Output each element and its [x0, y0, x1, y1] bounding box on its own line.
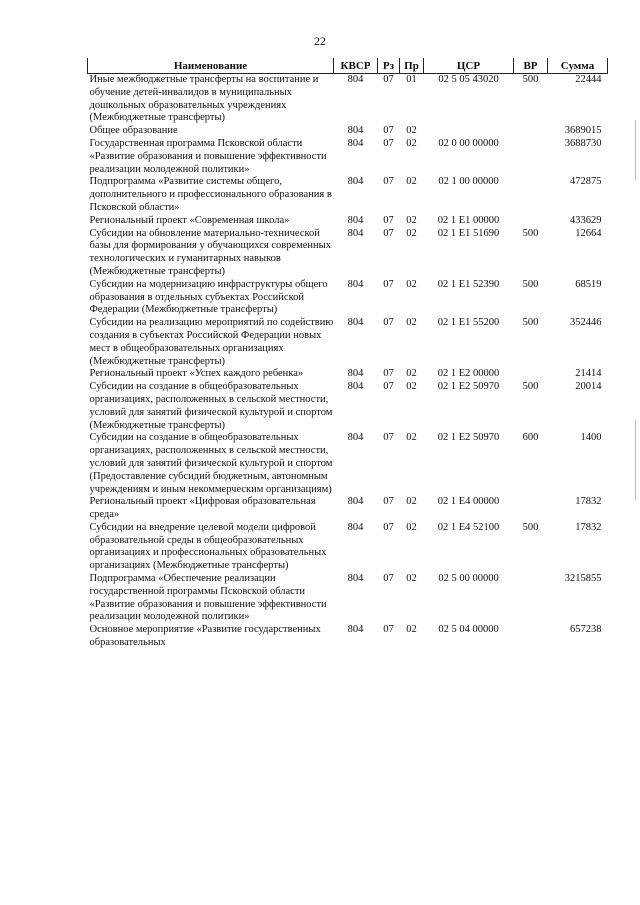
cell-pr: 02	[406, 624, 417, 636]
cell-sum: 433629	[570, 214, 602, 226]
cell-vr	[514, 368, 548, 381]
cell-vr	[514, 215, 548, 228]
cell-csr: 02 1 Е1 51690	[437, 227, 500, 239]
cell-pr: 02	[406, 368, 417, 380]
cell-sum: 21414	[575, 368, 602, 380]
cell-name: Общее образование	[89, 125, 178, 137]
header-pr: Пр	[400, 58, 424, 74]
scan-edge-mark	[635, 120, 636, 180]
budget-table	[87, 58, 608, 650]
cell-name: Подпрограмма «Обеспечение реализации государственной программы Псковской области «Развитие образования и повышение эффективности реализации молодежной политики»	[89, 573, 327, 623]
cell-kvsr: 804	[347, 74, 364, 85]
cell-csr: 02 1 Е2 00000	[437, 368, 500, 380]
cell-rz: 07	[383, 227, 394, 239]
cell-kvsr: 804	[347, 317, 364, 329]
cell-rz: 07	[383, 125, 394, 137]
table-row	[88, 496, 608, 522]
cell-pr: 02	[406, 214, 417, 226]
cell-name: Региональный проект «Цифровая образовательная среда»	[89, 496, 316, 521]
cell-rz: 07	[383, 432, 394, 444]
cell-vr: 500	[522, 74, 539, 85]
cell-pr: 02	[406, 381, 417, 393]
table-row	[88, 215, 608, 228]
cell-kvsr: 804	[347, 496, 364, 508]
cell-vr	[514, 125, 548, 138]
header-csr: ЦСР	[424, 58, 514, 74]
cell-csr: 02 0 00 00000	[438, 137, 499, 149]
cell-kvsr: 804	[347, 573, 364, 585]
header-kvsr: КВСР	[334, 58, 378, 74]
header-vr: ВР	[514, 58, 548, 74]
cell-vr: 600	[522, 432, 539, 444]
cell-sum: 352446	[570, 317, 602, 329]
cell-csr: 02 5 00 00000	[438, 573, 499, 585]
table-row	[88, 279, 608, 317]
cell-kvsr: 804	[347, 176, 364, 188]
page-number: 22	[314, 34, 326, 48]
table-row	[88, 125, 608, 138]
cell-name: Субсидии на обновление материально-технической базы для формирования у обучающихся современных технологических и гуманитарных навыков (Межбюджетные трансферты)	[89, 227, 331, 277]
cell-rz: 07	[383, 521, 394, 533]
cell-sum: 17832	[575, 496, 602, 508]
scan-edge-mark	[635, 420, 636, 500]
cell-pr: 02	[406, 432, 417, 444]
cell-rz: 07	[383, 278, 394, 290]
table-row	[88, 624, 608, 650]
cell-csr: 02 1 Е4 00000	[437, 496, 500, 508]
cell-name: Субсидии на модернизацию инфраструктуры общего образования в отдельных субъектах Российской Федерации (Межбюджетные трансферты)	[89, 278, 328, 316]
cell-name: Субсидии на реализацию мероприятий по содействию создания в субъектах Российской Федерации новых мест в общеобразовательных организациях (Межбюджетные трансферты)	[89, 317, 334, 367]
table-row	[88, 74, 608, 126]
cell-csr: 02 1 Е2 50970	[437, 432, 500, 444]
table-row	[88, 317, 608, 368]
cell-kvsr: 804	[347, 137, 364, 149]
cell-kvsr: 804	[347, 125, 364, 137]
cell-kvsr: 804	[347, 278, 364, 290]
cell-name: Государственная программа Псковской области «Развитие образования и повышение эффективности реализации молодежной политики»	[89, 137, 327, 175]
cell-pr: 01	[406, 74, 417, 85]
cell-pr: 02	[406, 521, 417, 533]
table-row	[88, 228, 608, 279]
cell-csr: 02 5 05 43020	[438, 74, 499, 85]
cell-csr: 02 1 Е4 52100	[437, 521, 500, 533]
cell-rz: 07	[383, 317, 394, 329]
cell-csr: 02 1 Е1 00000	[437, 214, 500, 226]
cell-sum: 17832	[575, 521, 602, 533]
cell-name: Региональный проект «Успех каждого ребенка»	[89, 368, 304, 380]
cell-pr: 02	[406, 573, 417, 585]
cell-sum: 472875	[570, 176, 602, 188]
cell-rz: 07	[383, 381, 394, 393]
cell-pr: 02	[406, 317, 417, 329]
cell-kvsr: 804	[347, 432, 364, 444]
cell-sum: 3688730	[564, 137, 602, 149]
cell-sum: 20014	[575, 381, 602, 393]
cell-rz: 07	[383, 624, 394, 636]
cell-kvsr: 804	[347, 214, 364, 226]
table-row	[88, 176, 608, 214]
cell-pr: 02	[406, 278, 417, 290]
cell-rz: 07	[383, 74, 394, 85]
table-row	[88, 432, 608, 496]
table-row	[88, 573, 608, 624]
cell-vr	[514, 176, 548, 214]
cell-sum: 68519	[575, 278, 602, 290]
cell-sum: 3689015	[564, 125, 602, 137]
cell-name: Подпрограмма «Развитие системы общего, дополнительного и профессионального образования в Псковской области»	[89, 176, 332, 213]
cell-sum: 12664	[575, 227, 602, 239]
cell-vr: 500	[522, 278, 539, 290]
table-row	[88, 381, 608, 432]
cell-rz: 07	[383, 496, 394, 508]
cell-rz: 07	[383, 137, 394, 149]
cell-rz: 07	[383, 573, 394, 585]
cell-sum: 657238	[570, 624, 602, 636]
cell-pr: 02	[406, 137, 417, 149]
cell-vr: 500	[522, 317, 539, 329]
cell-vr	[514, 573, 548, 624]
cell-vr	[514, 496, 548, 522]
cell-kvsr: 804	[347, 227, 364, 239]
cell-sum: 22444	[575, 74, 602, 85]
cell-csr: 02 1 Е1 55200	[437, 317, 500, 329]
header-sum: Сумма	[548, 58, 608, 74]
cell-name: Субсидии на создание в общеобразовательных организациях, расположенных в сельской местности, условий для занятий физической культурой и спортом (Предоставление субсидий бюджетным, автономным учреждениям и иным некоммерческим организациям)	[89, 432, 333, 495]
cell-kvsr: 804	[347, 381, 364, 393]
cell-name: Региональный проект «Современная школа»	[89, 214, 290, 226]
cell-sum: 1400	[580, 432, 602, 444]
cell-name: Субсидии на внедрение целевой модели цифровой образовательной среды в общеобразовательных организациях и профессиональных образовательных организациях (Межбюджетные трансферты)	[89, 521, 327, 572]
cell-pr: 02	[406, 496, 417, 508]
cell-vr: 500	[522, 521, 539, 533]
cell-csr: 02 1 Е1 52390	[437, 278, 500, 290]
cell-csr: 02 1 Е2 50970	[437, 381, 500, 393]
cell-rz: 07	[383, 214, 394, 226]
cell-csr: 02 5 04 00000	[438, 624, 499, 636]
table-row	[88, 368, 608, 381]
header-rz: Рз	[378, 58, 400, 74]
cell-pr: 02	[406, 125, 417, 137]
table-row	[88, 138, 608, 176]
cell-vr: 500	[522, 381, 539, 393]
cell-csr	[424, 125, 514, 138]
table-header-row	[88, 58, 608, 74]
cell-vr: 500	[522, 227, 539, 239]
cell-vr	[514, 138, 548, 176]
cell-kvsr: 804	[347, 368, 364, 380]
cell-kvsr: 804	[347, 624, 364, 636]
cell-pr: 02	[406, 176, 417, 188]
cell-rz: 07	[383, 176, 394, 188]
header-name: Наименование	[88, 58, 334, 74]
cell-kvsr: 804	[347, 521, 364, 533]
table-row	[88, 522, 608, 573]
cell-name: Основное мероприятие «Развитие государственных образовательных	[89, 624, 321, 649]
cell-pr: 02	[406, 227, 417, 239]
cell-vr	[514, 624, 548, 650]
cell-sum: 3215855	[564, 573, 602, 585]
cell-rz: 07	[383, 368, 394, 380]
cell-name: Субсидии на создание в общеобразовательных организациях, расположенных в сельской местности, условий для занятий физической культурой и спортом (Межбюджетные трансферты)	[89, 381, 333, 431]
cell-name: Иные межбюджетные трансферты на воспитание и обучение детей-инвалидов в муниципальных дошкольных образовательных учреждениях (Межбюджетные трансферты)	[89, 74, 319, 124]
cell-csr: 02 1 00 00000	[438, 176, 499, 188]
